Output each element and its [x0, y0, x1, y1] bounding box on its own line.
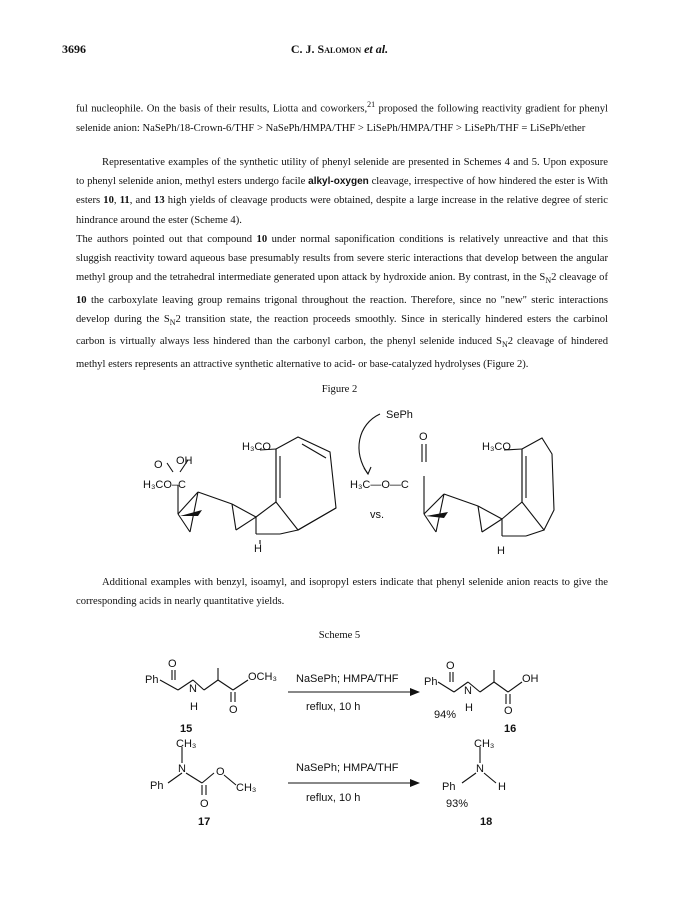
p18-h-label: H [498, 781, 506, 793]
compound-18-label: 18 [480, 816, 493, 828]
compound-ref: 10 [76, 294, 87, 306]
p18-ph-label: Ph [442, 781, 456, 793]
scheme-5-reaction-1 [140, 650, 560, 735]
p2-text-a: Representative examples of the synthetic utility of phenyl selenide are presented in Schemes 4 and 5. Upon exposure to phenyl selenide anion, methyl esters undergo facile [76, 157, 608, 188]
r2-reagents: NaSePh; HMPA/THF [296, 762, 399, 774]
figure-2-diagram [140, 402, 560, 562]
paragraph-3 [76, 230, 608, 374]
running-header-prefix: C. J. [290, 42, 318, 56]
right-methoxy-label: H₃CO [482, 441, 511, 453]
compound-16-label: 16 [504, 723, 517, 735]
p16-o-label: O [446, 660, 455, 672]
sm15-n-label: N [189, 683, 197, 695]
right-ester-label: H₃C—O—C [350, 479, 409, 491]
p18-ch3-label: CH₃ [474, 738, 495, 750]
p1-text-b: proposed the following reactivity gradient for phenyl selenide anion: NaSePh/18-Crown-6/THF > NaSePh/HMPA/THF > LiSePh/HMPA/THF > LiSePh/THF = LiSePh/ether [76, 103, 608, 134]
left-molecule [167, 437, 336, 544]
p2-bold-term: alkyl-oxygen [308, 176, 369, 188]
paragraph-2: Representative examples of the synthetic utility of phenyl selenide are presented in Schemes 4 and 5. Upon exposure to phenyl selenide anion, methyl esters undergo facile alkyl-oxygen cleavage, irrespective of how hindered the ester is With esters 10, 11, and 13 high yields of cleavage products were obtained, despite a large increase in the relative degree of steric hindrance around the ester (Scheme 4). [76, 157, 608, 226]
sm17-ch3b-label: CH₃ [236, 782, 257, 794]
left-h-label: H [254, 543, 262, 555]
compound-ref: 13 [154, 195, 165, 207]
p16-ph-label: Ph [424, 676, 438, 688]
p16-h-label: H [465, 702, 473, 714]
r2-yield: 93% [446, 798, 469, 810]
right-h-label: H [497, 545, 505, 557]
reagent-sephe-label: SePh [386, 409, 413, 421]
p4-text: Additional examples with benzyl, isoamyl, and isopropyl esters indicate that phenyl selenide anion reacts to give the corresponding acids in nearly quantitative yields. [76, 577, 608, 608]
r2-conditions: reflux, 10 h [306, 792, 361, 804]
paragraph-4 [76, 573, 608, 611]
running-header-suffix: et al. [361, 42, 389, 56]
scheme-5-reaction-2 [140, 735, 560, 830]
sm15-h-label: H [190, 701, 198, 713]
sm17-ch3-label: CH₃ [176, 738, 197, 750]
p3-text-f: 2 cleavage of hindered methyl esters represents an attractive synthetic alternative to acid- or base-catalyzed hydrolyses (Figure 2). [76, 336, 609, 370]
r1-yield: 94% [434, 709, 457, 721]
p16-n-label: N [464, 685, 472, 697]
compound-ref: 10 [256, 234, 268, 245]
running-header-author: Salomon [317, 42, 362, 56]
compound-15-label: 15 [180, 723, 193, 735]
r1-reagents: NaSePh; HMPA/THF [296, 673, 399, 685]
sm17-ph-label: Ph [150, 780, 164, 792]
p2-text-b: cleavage, irrespective of how hindered the ester is With esters [76, 176, 608, 207]
p2-text-c: high yields of cleavage products were obtained, despite a large increase in the relative degree of steric hindrance around the ester (Scheme 4). [76, 195, 608, 226]
running-header [0, 42, 679, 57]
sm17-ester-o-label: O [216, 766, 225, 778]
right-o-label: O [419, 431, 428, 443]
figure-2-caption: Figure 2 [321, 384, 358, 395]
p1-reference: 21 [367, 100, 376, 109]
paragraph-1 [76, 95, 608, 138]
compound-17-label: 17 [198, 816, 211, 828]
sm17-o-label: O [200, 798, 209, 810]
left-ester-label: H₃CO–C [143, 479, 186, 491]
compound-ref: 10 [103, 195, 114, 207]
p3-text-e: 2 transition state, the reaction proceeds smoothly. Since in sterically hindered esters the carbinol carbon is virtually always less hindered than the carbonyl carbon, the phenyl selenide induced S [76, 313, 608, 348]
left-methoxy-label: H₃CO [242, 441, 271, 453]
page-number: 3696 [62, 42, 86, 56]
p3-text-d: the carboxylate leaving group remains trigonal throughout the reaction. Therefore, since no "new" steric interactions develop during the S [76, 294, 608, 325]
sm15-och3-label: OCH₃ [248, 671, 277, 683]
compound-ref: 11 [119, 195, 130, 207]
versus-label: vs. [370, 509, 385, 521]
p16-o2-label: O [504, 705, 513, 717]
right-molecule [359, 414, 554, 536]
p3-text-a: The authors pointed out that compound [76, 234, 257, 245]
sn-subscript: N [501, 340, 508, 350]
sm15-ph-label: Ph [145, 674, 159, 686]
sn-subscript: N [545, 276, 552, 286]
sm15-o-label: O [168, 658, 177, 670]
p16-oh-label: OH [522, 673, 539, 685]
sm15-o2-label: O [229, 704, 238, 716]
sn-subscript: N [169, 318, 176, 328]
left-o-label: O [154, 459, 163, 471]
p18-n-label: N [476, 763, 484, 775]
r1-conditions: reflux, 10 h [306, 701, 361, 713]
left-oh-label: OH [176, 455, 193, 467]
p3-text-b: under normal saponification conditions is relatively unreactive and that this sluggish reactivity toward aqueous base presumably results from severe steric interactions that develop between the angular methyl group and the tetrahedral intermediate generated upon attack by hydroxide anion. By contrast, in the S [76, 234, 608, 284]
p3-text-c: 2 cleavage of [551, 272, 608, 284]
scheme-5-caption: Scheme 5 [318, 630, 361, 641]
p1-text-a: ful nucleophile. On the basis of their results, Liotta and coworkers, [76, 103, 368, 115]
sm17-n-label: N [178, 763, 186, 775]
